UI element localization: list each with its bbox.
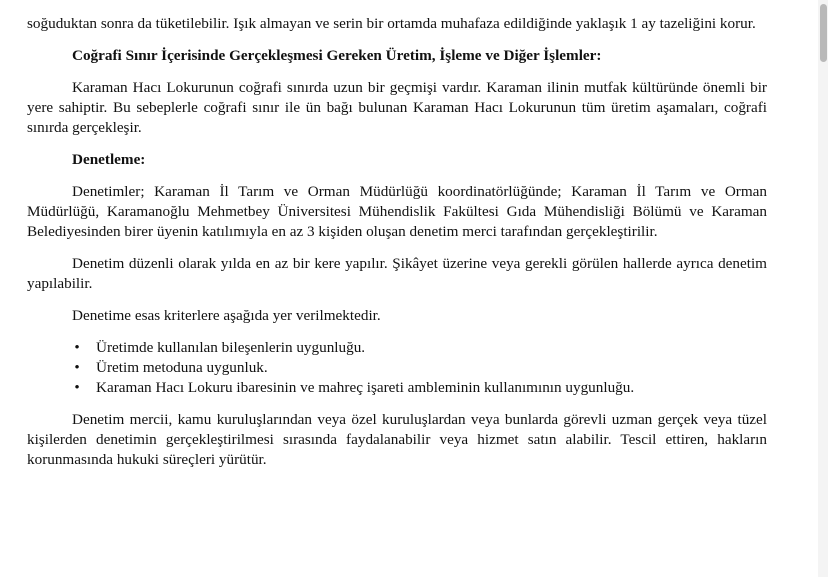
section-heading-production: Coğrafi Sınır İçerisinde Gerçekleşmesi Gereken Üretim, İşleme ve Diğer İşlemler:: [72, 47, 602, 64]
production-paragraph: Karaman Hacı Lokurunun coğrafi sınırda uzun bir geçmişi vardır. Karaman ilinin mutfak kültüründe önemli bir yere sahiptir. Bu sebeplerle coğrafi sınır ile ün bağı bulunan Karaman Hacı Lokurunun tüm üretim aşamaları, coğrafi sınırda gerçekleşir.: [27, 79, 767, 136]
list-item: [27, 358, 767, 378]
bullet-icon: •: [74, 379, 80, 396]
vertical-scrollbar[interactable]: [818, 0, 828, 577]
inspection-paragraph-2: Denetim düzenli olarak yılda en az bir kere yapılır. Şikâyet üzerine veya gerekli görülen hallerde ayrıca denetim yapılabilir.: [27, 255, 767, 292]
document-page: [27, 14, 767, 470]
scrollbar-thumb[interactable]: [820, 4, 827, 62]
bullet-icon: •: [74, 359, 80, 376]
list-item-text: Karaman Hacı Lokuru ibaresinin ve mahreç işareti ambleminin kullanımının uygunluğu.: [96, 379, 635, 396]
inspection-paragraph-4: Denetim mercii, kamu kuruluşlarından veya özel kuruluşlardan veya bunlarda görevli uzman gerçek veya tüzel kişilerden denetimin gerçekleştirilmesi sırasında faydalanabilir veya hizmet satın alabilir. Tescil ettiren, hakların korunmasında hukuki süreçleri yürütür.: [27, 411, 767, 468]
criteria-list: [27, 338, 767, 398]
list-item: [27, 338, 767, 358]
inspection-paragraph-3: Denetime esas kriterlere aşağıda yer verilmektedir.: [72, 307, 381, 324]
continuation-paragraph: soğuduktan sonra da tüketilebilir. Işık almayan ve serin bir ortamda muhafaza edildiğinde yaklaşık 1 ay tazeliğini korur.: [27, 15, 756, 32]
list-item-text: Üretim metoduna uygunluk.: [96, 359, 268, 376]
bullet-icon: •: [74, 339, 80, 356]
inspection-paragraph-1: Denetimler; Karaman İl Tarım ve Orman Müdürlüğü koordinatörlüğünde; Karaman İl Tarım ve Orman Müdürlüğü, Karamanoğlu Mehmetbey Üniversitesi Mühendislik Fakültesi Gıda Mühendisliği Bölümü ve Karaman Belediyesinden birer üyenin katılımıyla en az 3 kişiden oluşan denetim merci tarafından gerçekleştirilir.: [27, 183, 767, 240]
section-heading-inspection: Denetleme:: [72, 151, 146, 168]
list-item-text: Üretimde kullanılan bileşenlerin uygunluğu.: [96, 339, 366, 356]
list-item: [27, 378, 767, 398]
